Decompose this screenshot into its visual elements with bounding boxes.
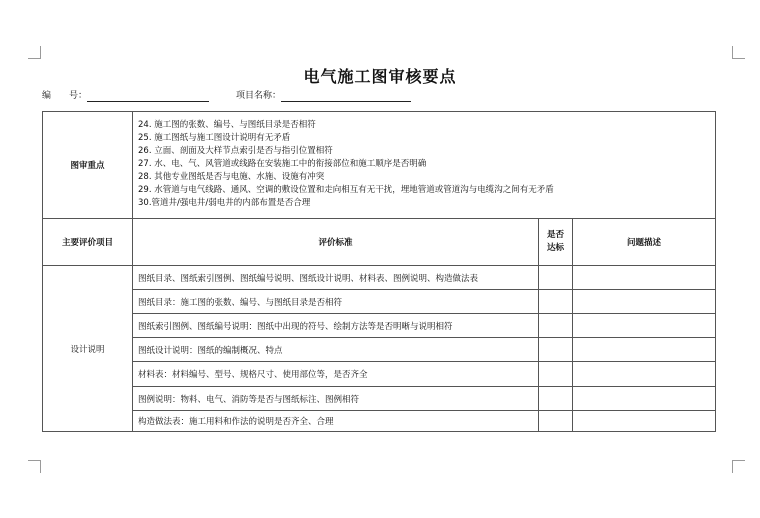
compliance-cell[interactable] xyxy=(539,362,573,387)
compliance-cell[interactable] xyxy=(539,338,573,362)
page-corner-mark xyxy=(732,46,745,59)
issue-cell[interactable] xyxy=(573,290,716,314)
review-points-label: 图审重点 xyxy=(43,112,133,219)
review-point-item: 30.管道井/强电井/弱电井的内部布置是否合理 xyxy=(138,197,311,208)
review-point-item: 25. 施工图纸与施工图设计说明有无矛盾 xyxy=(138,133,291,144)
evaluation-standard-cell: 材料表：材料编号、型号、规格尺寸、使用部位等，是否齐全 xyxy=(133,362,539,387)
issue-cell[interactable] xyxy=(573,362,716,387)
issue-cell[interactable] xyxy=(573,338,716,362)
page-corner-mark xyxy=(28,46,41,59)
table-row xyxy=(43,411,716,432)
review-point-item: 28. 其他专业图纸是否与电施、水施、设施有冲突 xyxy=(138,171,325,182)
issue-cell[interactable] xyxy=(573,411,716,432)
compliance-cell[interactable] xyxy=(539,266,573,290)
number-field xyxy=(42,90,209,102)
review-point-item: 27. 水、电、气、风管道或线路在安装施工中的衔接部位和施工顺序是否明确 xyxy=(138,159,427,170)
document-title: 电气施工图审核要点 xyxy=(303,67,457,86)
issue-cell[interactable] xyxy=(573,266,716,290)
review-point-item: 26. 立面、剖面及大样节点索引是否与指引位置相符 xyxy=(138,146,333,157)
project-name-field xyxy=(236,90,411,102)
table-row xyxy=(43,290,716,314)
design-notes-label: 设计说明 xyxy=(43,266,133,432)
evaluation-standard-cell: 图纸目录：施工图的张数、编号、与图纸目录是否相符 xyxy=(133,290,539,314)
table-row xyxy=(43,314,716,338)
header-compliance xyxy=(539,219,573,266)
table-row xyxy=(43,338,716,362)
evaluation-standard-cell: 图例说明：物料、电气、消防等是否与图纸标注、图例相符 xyxy=(133,387,539,411)
evaluation-standard-cell: 图纸目录、图纸索引图例、图纸编号说明、图纸设计说明、材料表、图例说明、构造做法表 xyxy=(133,266,539,290)
project-name-label: 项目名称： xyxy=(236,91,282,101)
review-point-item: 29. 水管道与电气线路、通风、空调的敷设位置和走向相互有无干扰，埋地管道或管道沟与电缆沟之间有无矛盾 xyxy=(138,184,554,195)
compliance-cell[interactable] xyxy=(539,387,573,411)
evaluation-standard-cell: 图纸设计说明：图纸的编制概况、特点 xyxy=(133,338,539,362)
table-row xyxy=(43,266,716,290)
compliance-cell[interactable] xyxy=(539,290,573,314)
evaluation-standard-cell: 构造做法表：施工用料和作法的说明是否齐全、合理 xyxy=(133,411,539,432)
column-header-row xyxy=(43,219,716,266)
header-issue-description: 问题描述 xyxy=(573,219,716,266)
evaluation-standard-cell: 图纸索引图例、图纸编号说明：图纸中出现的符号、绘制方法等是否明晰与说明相符 xyxy=(133,314,539,338)
header-evaluation-standard: 评价标准 xyxy=(133,219,539,266)
header-evaluation-item: 主要评价项目 xyxy=(43,219,133,266)
header-compliance-line2: 达标 xyxy=(546,243,564,253)
page-corner-mark xyxy=(28,460,41,473)
review-points-list xyxy=(133,112,716,219)
review-table xyxy=(42,111,716,432)
review-points-row xyxy=(43,112,716,219)
page-corner-mark xyxy=(732,460,745,473)
issue-cell[interactable] xyxy=(573,314,716,338)
compliance-cell[interactable] xyxy=(539,314,573,338)
issue-cell[interactable] xyxy=(573,387,716,411)
compliance-cell[interactable] xyxy=(539,411,573,432)
header-compliance-line1: 是否 xyxy=(546,230,564,240)
review-point-item: 24. 施工图的张数、编号、与图纸目录是否相符 xyxy=(138,120,316,131)
number-blank-line xyxy=(87,90,209,102)
table-row xyxy=(43,362,716,387)
project-name-blank-line xyxy=(281,90,411,102)
table-row xyxy=(43,387,716,411)
number-label: 编 号： xyxy=(42,91,88,101)
